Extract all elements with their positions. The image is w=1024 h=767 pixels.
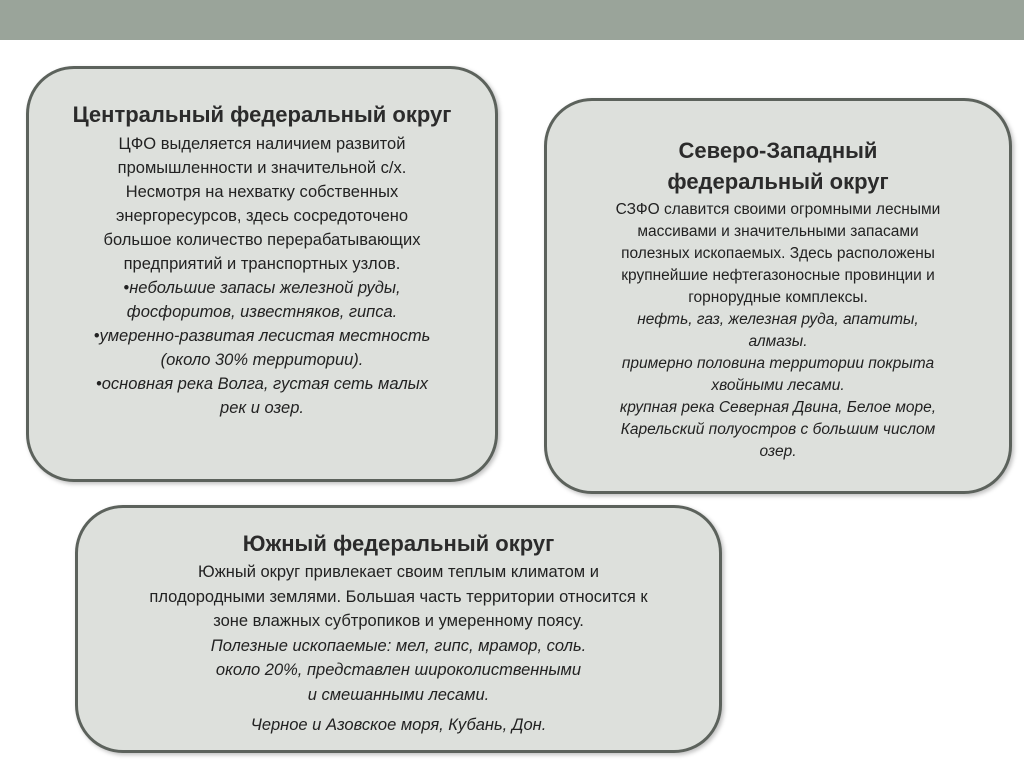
card-south-details — [92, 634, 705, 738]
text-line: крупнейшие нефтегазоносные провинции и — [621, 267, 935, 284]
text-line: СЗФО славится своими огромными лесными — [615, 201, 941, 218]
text-line: полезных ископаемых. Здесь расположены — [621, 245, 935, 262]
text-line: зоне влажных субтропиков и умеренному поясу. — [213, 612, 584, 630]
top-bar — [0, 0, 1024, 40]
bullet-line: •небольшие запасы железной руды, — [123, 279, 401, 297]
card-central-district — [26, 66, 498, 482]
italic-line: около 20%, представлен широколиственными — [215, 661, 582, 679]
text-line: плодородными землями. Большая часть территории относится к — [149, 587, 648, 606]
card-south-description — [92, 560, 705, 634]
bullet-line: рек и озер. — [220, 399, 304, 417]
bullet-line: (около 30% территории). — [160, 351, 364, 369]
italic-line: Карельский полуостров с большим числом — [620, 421, 936, 438]
text-line: Несмотря на нехватку собственных — [125, 183, 399, 201]
card-central-description — [49, 132, 475, 276]
italic-line: Черное и Азовское моря, Кубань, Дон. — [250, 716, 547, 734]
card-northwest-title — [559, 135, 997, 197]
card-south-title: Южный федеральный округ — [242, 531, 555, 556]
bullet-line: фосфоритов, известняков, гипса. — [126, 303, 398, 321]
italic-line: алмазы. — [748, 333, 808, 350]
italic-line: озер. — [759, 443, 797, 460]
bullet-line: •умеренно-развитая лесистая местность — [93, 327, 431, 345]
italic-line: примерно половина территории покрыта — [621, 355, 935, 372]
text-line: Южный округ привлекает своим теплым климатом и — [198, 563, 599, 581]
card-south-district — [75, 505, 722, 753]
italic-line: хвойными лесами. — [711, 377, 845, 394]
italic-line: нефть, газ, железная руда, апатиты, — [637, 311, 919, 328]
text-line: горнорудные комплексы. — [688, 289, 868, 306]
card-central-title: Центральный федеральный округ — [72, 102, 452, 127]
card-central-bullets — [49, 276, 475, 420]
italic-line: и смешанными лесами. — [307, 685, 490, 704]
text-line: энергоресурсов, здесь сосредоточено — [115, 207, 409, 225]
card-northwest-details — [559, 309, 997, 463]
italic-line: крупная река Северная Двина, Белое море, — [619, 399, 937, 416]
card-northwest-district — [544, 98, 1012, 494]
text-line: ЦФО выделяется наличием развитой — [118, 135, 406, 153]
title-line: федеральный округ — [667, 169, 889, 194]
italic-line: Полезные ископаемые: мел, гипс, мрамор, соль. — [210, 636, 587, 655]
text-line: промышленности и значительной с/х. — [117, 159, 407, 177]
bullet-line: •основная река Волга, густая сеть малых — [95, 375, 429, 393]
text-line: большое количество перерабатывающих — [103, 231, 421, 249]
card-northwest-description — [559, 199, 997, 309]
text-line: массивами и значительными запасами — [637, 223, 919, 240]
text-line: предприятий и транспортных узлов. — [123, 255, 401, 273]
title-line: Северо-Западный — [678, 138, 878, 163]
